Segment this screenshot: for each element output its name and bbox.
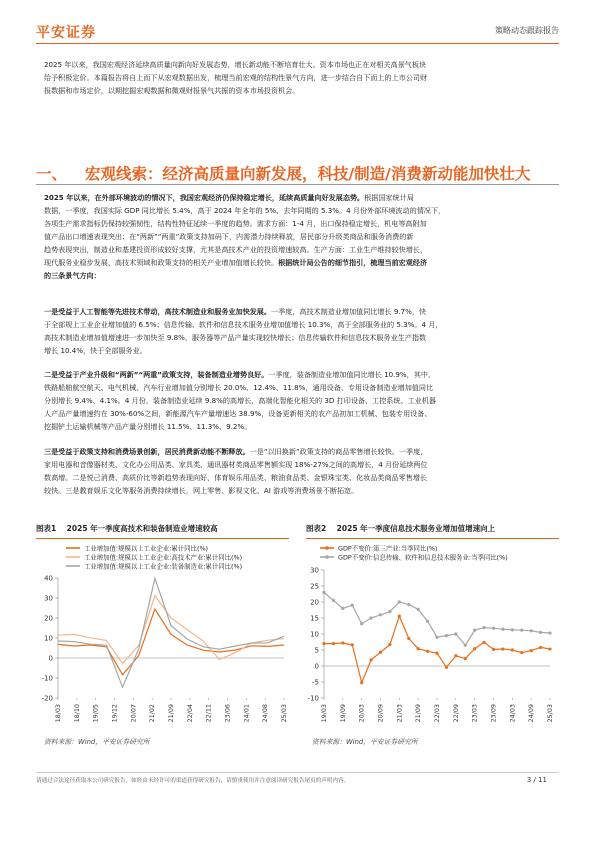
body-line: 铁路船舶航空航天、电气机械、汽车行业增加值分别增长 20.0%、12.4%、11.8%，通用设备、专用设备制造业增加值同比 — [44, 383, 434, 392]
data-point — [369, 658, 372, 661]
data-point — [492, 648, 495, 651]
legend-marker — [325, 555, 329, 559]
data-point — [548, 631, 551, 634]
x-tick-label: 21/09 — [414, 704, 423, 723]
body-line: 增长 10.4%，快于全部服务业。 — [44, 346, 147, 355]
data-point — [492, 627, 495, 630]
x-tick-label: 22/09 — [451, 704, 460, 723]
data-point — [417, 608, 420, 611]
series-line — [58, 596, 284, 664]
x-tick-label: 25/03 — [546, 704, 554, 723]
data-point — [530, 649, 533, 652]
data-point — [426, 650, 429, 653]
section-heading — [36, 162, 530, 184]
x-tick-label: 23/09 — [489, 704, 498, 723]
x-tick-label: 20/09 — [376, 704, 385, 723]
body-line: 趋势表现突出，制造业和基建投资形成较好支撑，尤其是高技术产业的投资增速较高。生产方面：工业生产维持较快增长， — [44, 245, 428, 254]
body-line: 值产品出口增速表现突出；在“两新”“两重”政策支持加码下，内需潜力持续释放，居民部分升级类商品和服务消费的新 — [44, 232, 414, 241]
data-point — [454, 632, 457, 635]
data-point — [407, 637, 410, 640]
y-tick-label: 5 — [314, 646, 319, 655]
data-point — [464, 644, 467, 647]
body-line: 人产品产量增速约在 30%-60%之间，新能源汽车产量增速达 38.9%，设备更新相关的农产品初加工机械、包装专用设备、 — [44, 409, 432, 418]
data-point — [332, 642, 335, 645]
data-point — [398, 600, 401, 603]
y-tick-label: -5 — [312, 678, 319, 687]
body-line: 较快。三是教育娱乐文化等服务消费持续增长，网上零售、影视文化、AI 游戏等消费场景不断拓宽。 — [44, 486, 359, 495]
data-point — [473, 629, 476, 632]
figure2-label: 图表2 — [306, 524, 327, 533]
y-tick-label: 20 — [310, 598, 319, 607]
x-tick-label: 22/04 — [185, 704, 194, 723]
legend-label: 工业增加值:规模以上工业企业:高技术产业:累计同比(%) — [84, 553, 243, 562]
section-divider — [36, 184, 559, 185]
x-tick-label: 23/06 — [223, 704, 232, 723]
data-point — [539, 646, 542, 649]
legend-marker — [325, 546, 329, 550]
paragraph-equipment — [44, 368, 554, 433]
data-point — [501, 628, 504, 631]
body-text: 一季度，高技术制造业增加值同比增长 9.7%，快 — [271, 307, 427, 316]
data-point — [464, 657, 467, 660]
body-text: 现代服务业稳步发展，高技术领域和政策支持的相关产业增加值增长较快。 — [44, 258, 279, 267]
data-point — [417, 647, 420, 650]
lead-sentence: 二是受益于产业升级和“两新”“两重”政策支持，装备制造业增势良好。 — [44, 370, 269, 379]
y-tick-label: -10 — [41, 674, 53, 683]
x-tick-label: 19/03 — [320, 704, 328, 723]
data-point — [548, 647, 551, 650]
data-point — [322, 591, 325, 594]
series-line — [324, 616, 550, 683]
data-point — [435, 636, 438, 639]
paragraph-overview — [44, 191, 554, 282]
x-tick-label: 19/09 — [338, 704, 347, 723]
intro-line: 2025 年以来，我国宏观经济延续高质量向新向好发展态势，增长新动能不断培育壮大。资本市场也正在对相关高景气板块 — [44, 60, 427, 69]
lead-sentence: 三是受益于政策支持和消费场景创新，居民消费新动能不断释放。 — [44, 447, 250, 456]
footer-disclaimer: 请通过合法途径获取本公司研究报告，如经由未经许可的渠道获得研究报告，请慎重使用并注意阅读研究报告尾页的声明内容。 — [36, 778, 350, 784]
data-point — [398, 614, 401, 617]
data-point — [530, 629, 533, 632]
x-tick-label: 25/03 — [280, 704, 288, 723]
figure1-caption — [36, 523, 218, 534]
body-line: 数据，一季度，我国实际 GDP 同比增长 5.4%，高于 2024 年全年的 5%、去年同期的 5.3%。4 月份外部环境波动的情况下， — [44, 206, 446, 215]
data-point — [482, 641, 485, 644]
data-point — [322, 642, 325, 645]
body-line: 挖掘铲土运输机械等产品产量分别增长 11.5%、11.3%、9.2%。 — [44, 422, 252, 431]
data-point — [539, 631, 542, 634]
x-tick-label: 19/05 — [91, 704, 100, 723]
series-line — [58, 578, 284, 687]
y-tick-label: 0 — [314, 662, 319, 671]
data-point — [520, 651, 523, 654]
brand-logo: 平安证券 — [36, 25, 96, 41]
paragraph-hightech — [44, 305, 554, 357]
y-tick-label: -20 — [41, 694, 53, 703]
x-tick-label: 24/01 — [242, 704, 251, 723]
y-tick-label: 25 — [310, 582, 319, 591]
x-tick-label: 19/12 — [110, 704, 119, 723]
x-tick-label: 21/03 — [395, 704, 404, 723]
intro-paragraph — [44, 58, 554, 97]
y-tick-label: 0 — [48, 654, 53, 663]
figure2-source: 资料来源：Wind，平安证券研究所 — [312, 738, 418, 746]
figure1-label: 图表1 — [36, 524, 57, 533]
data-point — [520, 629, 523, 632]
data-point — [341, 641, 344, 644]
data-point — [511, 648, 514, 651]
x-tick-label: 24/09 — [527, 704, 536, 723]
x-tick-label: 22/03 — [433, 704, 441, 723]
x-tick-label: 21/09 — [167, 704, 175, 723]
paragraph-consumption — [44, 445, 554, 497]
body-text: 根据国家统计局 — [364, 193, 414, 202]
data-point — [445, 634, 448, 637]
data-point — [482, 626, 485, 629]
emphasis-text: 根据统计局公告的细节指引，梳理当前宏观经济 — [278, 258, 428, 267]
data-point — [426, 620, 429, 623]
body-text: 一是“以旧换新”政策支持的商品零售增长较快。一季度， — [249, 447, 428, 456]
x-tick-label: 18/03 — [54, 704, 62, 723]
body-line: 各项生产需求指标仍保持较强韧性，结构性特征延续一季度的趋势。需求方面：1-4 月，出口保持稳定增长，机电等高附加 — [44, 219, 427, 228]
y-tick-label: -10 — [307, 694, 319, 703]
data-point — [407, 603, 410, 606]
x-tick-label: 18/10 — [72, 704, 81, 723]
series-line — [58, 609, 284, 675]
data-point — [388, 610, 391, 613]
data-point — [388, 643, 391, 646]
page-number: 3 / 11 — [526, 776, 547, 784]
data-point — [473, 647, 476, 650]
body-line: 高技术制造业增加值增速进一步加快至 9.8%，服务器等产品产量实现较快增长；信息传输软件和信息技术服务业生产指数 — [44, 333, 427, 342]
figure2-caption-divider — [306, 538, 559, 539]
data-point — [351, 604, 354, 607]
y-tick-label: 20 — [44, 614, 53, 623]
header-divider — [36, 43, 559, 44]
emphasis-text: 的三条景气方向： — [44, 271, 101, 280]
y-tick-label: 30 — [44, 594, 53, 603]
footer-divider — [36, 772, 559, 773]
body-line: 数高增。二是悦己消费、高质价比等新趋势表现向好，体育娱乐用品类、粮油食品类、金银珠宝类、化妆品类商品零售增长 — [44, 473, 428, 482]
y-tick-label: 40 — [44, 574, 53, 583]
body-line: 分别增长 9.4%、4.1%。4 月份，装备制造业延续 9.8%的高增长，高端化智能化相关的 3D 打印设备、工控系统、工业机器 — [44, 396, 436, 405]
legend-label: GDP不变价:信息传输、软件和信息技术服务业:当季同比(%) — [338, 553, 508, 562]
legend-label: 工业增加值:规模以上工业企业:累计同比(%) — [84, 544, 209, 553]
data-point — [435, 652, 438, 655]
x-tick-label: 23/03 — [470, 704, 479, 723]
figure1-source: 资料来源：Wind，平安证券研究所 — [44, 738, 150, 746]
legend-label: GDP不变价:第三产业:当季同比(%) — [338, 544, 438, 553]
x-tick-label: 24/08 — [261, 704, 270, 723]
data-point — [445, 666, 448, 669]
data-point — [369, 616, 372, 619]
data-point — [379, 613, 382, 616]
x-tick-label: 20/03 — [357, 704, 366, 723]
section-number: 一、 — [36, 165, 68, 183]
x-tick-label: 22/11 — [204, 704, 213, 723]
lead-sentence: 一是受益于人工智能等先进技术带动，高技术制造业和服务业加快发展。 — [44, 307, 271, 316]
y-tick-label: 10 — [310, 630, 319, 639]
figure2-title: 2025 年一季度信息技术服务业增加值增速向上 — [336, 524, 496, 533]
report-type: 策略动态跟踪报告 — [495, 26, 559, 35]
data-point — [379, 651, 382, 654]
figure2-caption — [306, 523, 495, 534]
x-tick-label: 20/07 — [129, 704, 138, 723]
body-line: 于全部规上工业企业增加值的 6.5%；信息传输、软件和信息技术服务业增加值增长 10.3%，高于全部服务业的 5.3%。4 月， — [44, 320, 443, 329]
figure1-chart — [36, 540, 292, 730]
data-point — [454, 654, 457, 657]
body-line: 家用电器和音像器材类、文化办公用品类、家具类、通讯器材类商品零售额实现 18%-27%之间的高增长，4 月份延续两位 — [44, 460, 428, 469]
y-tick-label: 15 — [310, 614, 319, 623]
x-tick-label: 24/03 — [508, 704, 517, 723]
figure2-chart — [306, 540, 562, 730]
figure1-title: 2025 年一季度高技术和装备制造业增速较高 — [66, 524, 218, 533]
data-point — [501, 647, 504, 650]
data-point — [332, 599, 335, 602]
data-point — [360, 681, 363, 684]
data-point — [341, 607, 344, 610]
x-tick-label: 21/02 — [148, 704, 157, 723]
data-point — [351, 643, 354, 646]
y-tick-label: 30 — [310, 566, 319, 575]
figure1-caption-divider — [36, 538, 289, 539]
intro-line: 报数据和市场定价，以期挖掘宏观数据和微观财报景气共振的资本市场投资机会。 — [44, 86, 300, 95]
data-point — [360, 622, 363, 625]
body-text: 一季度，装备制造业增加值同比增长 10.9%，其中， — [268, 370, 436, 379]
lead-sentence: 2025 年以来，在外部环境波动的情况下，我国宏观经济仍保持稳定增长，延续高质量向好发展态势。 — [44, 193, 365, 202]
section-title: 宏观线索：经济高质量向新发展，科技/制造/消费新动能加快壮大 — [85, 165, 531, 183]
y-tick-label: 10 — [44, 634, 53, 643]
data-point — [511, 628, 514, 631]
intro-line: 给予积极定价。本篇报告将自上而下从宏观数据出发，梳理当前宏观的结构性景气方向，进一步结合自下而上的上市公司财 — [44, 73, 428, 82]
legend-label: 工业增加值:规模以上工业企业:装备制造业:累计同比(%) — [84, 562, 243, 571]
